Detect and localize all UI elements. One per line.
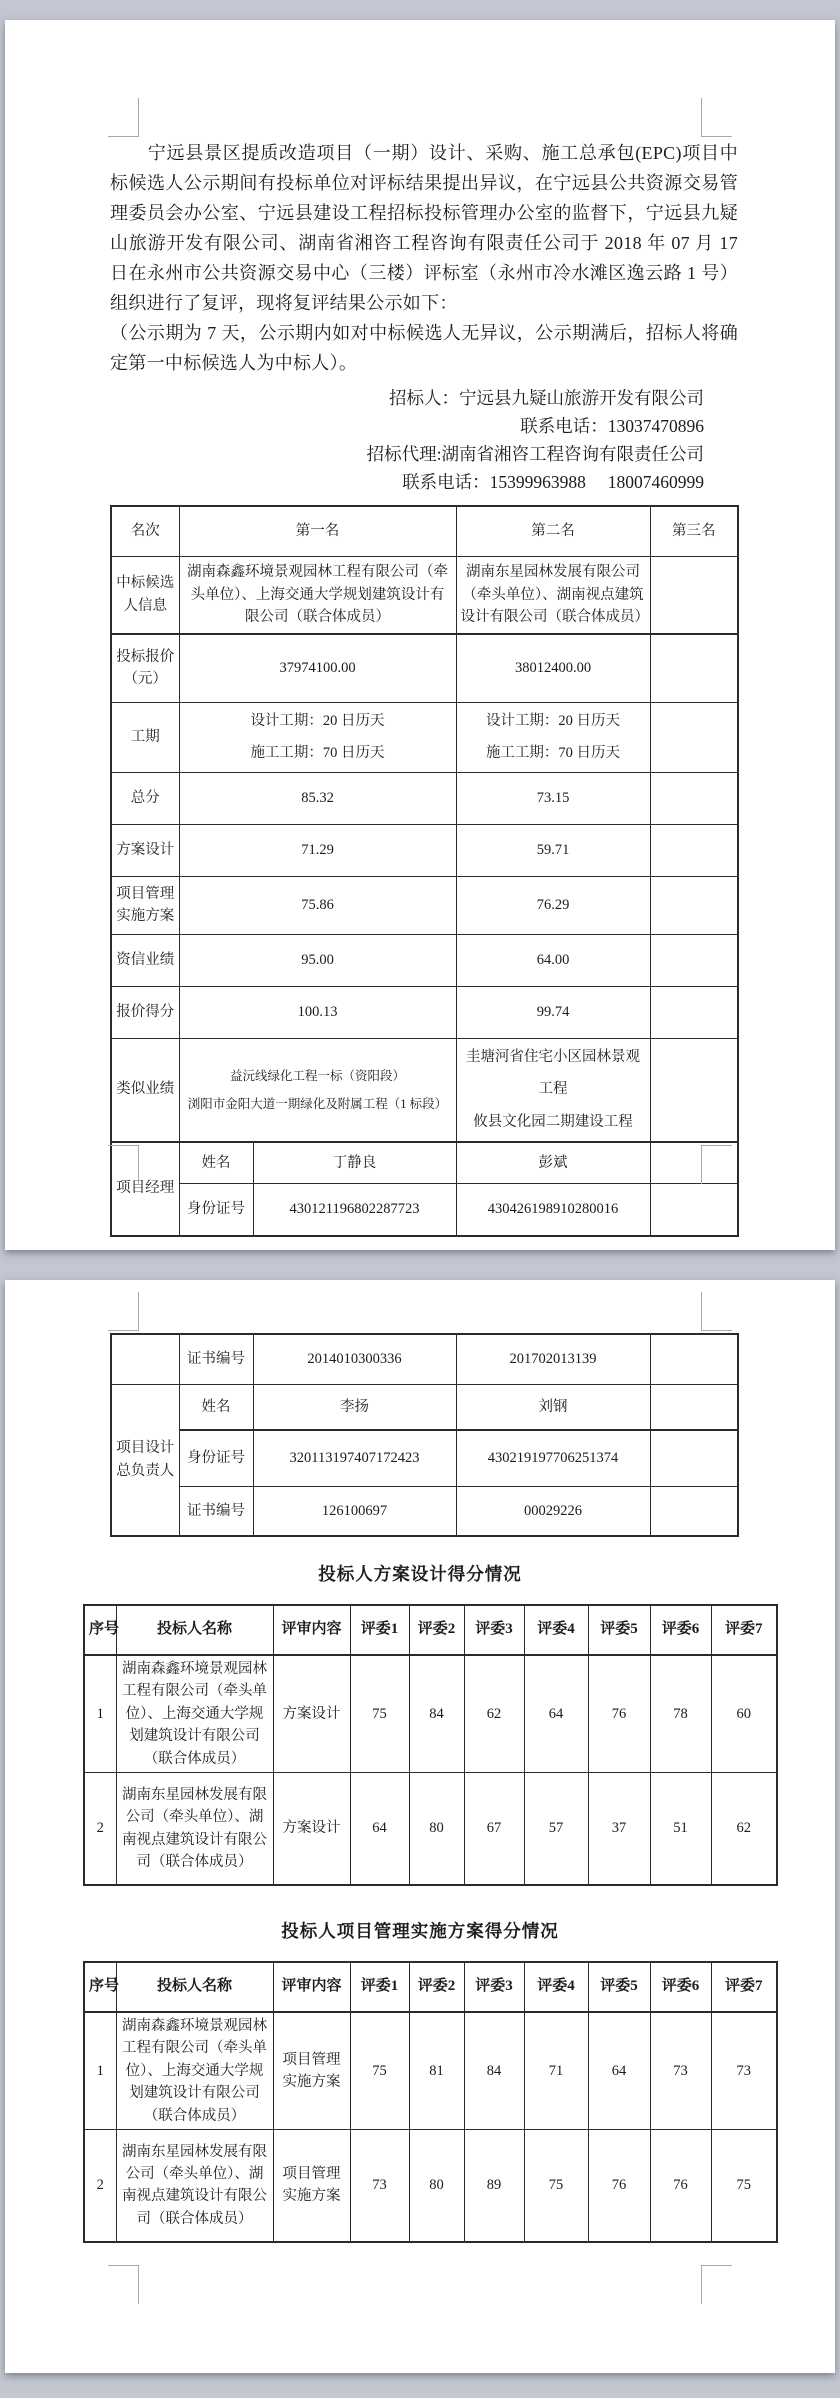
document-page-1 bbox=[5, 20, 835, 1250]
table-cell bbox=[111, 1334, 179, 1384]
contact-block bbox=[110, 384, 738, 496]
table-cell: 73 bbox=[711, 2012, 777, 2130]
table-cell: 丁静良 bbox=[253, 1142, 456, 1184]
table-cell: 评委5 bbox=[588, 1962, 650, 2012]
margin-mark-top-right bbox=[701, 98, 732, 137]
bid-result-table bbox=[110, 505, 738, 1237]
publicity-note-paragraph: （公示期为 7 天，公示期内如对中标候选人无异议，公示期满后，招标人将确定第一中标候选人为中标人）。 bbox=[110, 323, 738, 373]
table-cell: 1 bbox=[84, 1655, 116, 1773]
table-cell: 证书编号 bbox=[179, 1486, 253, 1536]
table-cell: 方案设计 bbox=[111, 824, 179, 876]
table-cell: 设计工期：20 日历天 施工工期：70 日历天 bbox=[456, 702, 650, 772]
table-cell: 评委3 bbox=[464, 1962, 524, 2012]
table-cell: 序号 bbox=[84, 1962, 116, 2012]
table-cell: 评委4 bbox=[524, 1605, 588, 1655]
table-cell: 100.13 bbox=[179, 986, 456, 1038]
table-cell: 89 bbox=[464, 2130, 524, 2242]
table-cell: 身份证号 bbox=[179, 1184, 253, 1236]
table-cell: 64 bbox=[524, 1655, 588, 1773]
table-cell: 99.74 bbox=[456, 986, 650, 1038]
table-cell: 湖南东星园林发展有限公司（牵头单位）、湖南视点建筑设计有限公司（联合体成员） bbox=[116, 2130, 273, 2242]
page1-content bbox=[5, 20, 835, 1237]
table-cell: 评审内容 bbox=[273, 1962, 350, 2012]
table-cell: 评委6 bbox=[650, 1962, 711, 2012]
table-cell: 方案设计 bbox=[273, 1655, 350, 1773]
table-row bbox=[84, 1773, 777, 1885]
table-row bbox=[111, 1486, 738, 1536]
table-cell: 名次 bbox=[111, 506, 179, 556]
table-cell: 2 bbox=[84, 2130, 116, 2242]
table-cell: 李扬 bbox=[253, 1384, 456, 1430]
table-cell: 95.00 bbox=[179, 934, 456, 986]
table-cell: 证书编号 bbox=[179, 1334, 253, 1384]
table-cell: 姓名 bbox=[179, 1142, 253, 1184]
table-cell bbox=[650, 556, 738, 634]
table-row bbox=[84, 2130, 777, 2242]
table-cell: 71 bbox=[524, 2012, 588, 2130]
table-cell: 项目管理实施方案 bbox=[273, 2012, 350, 2130]
table-cell: 201702013139 bbox=[456, 1334, 650, 1384]
table-cell: 项目管理实施方案 bbox=[111, 876, 179, 934]
table-cell: 81 bbox=[409, 2012, 464, 2130]
table-row bbox=[84, 1655, 777, 1773]
table-cell: 第一名 bbox=[179, 506, 456, 556]
agent-phone-line: 联系电话：15399963988 18007460999 bbox=[402, 472, 704, 492]
table-cell: 评委1 bbox=[350, 1605, 409, 1655]
management-score-title: 投标人项目管理实施方案得分情况 bbox=[281, 1920, 559, 1941]
table-cell: 彭斌 bbox=[456, 1142, 650, 1184]
table-row bbox=[111, 1384, 738, 1430]
table-cell: 姓名 bbox=[179, 1384, 253, 1430]
table-cell: 评委5 bbox=[588, 1605, 650, 1655]
table-cell: 第三名 bbox=[650, 506, 738, 556]
table-cell: 37 bbox=[588, 1773, 650, 1885]
table bbox=[83, 1604, 778, 1886]
table-cell: 320113197407172423 bbox=[253, 1430, 456, 1486]
table-cell bbox=[650, 1486, 738, 1536]
table-cell: 84 bbox=[409, 1655, 464, 1773]
table-cell: 中标候选人信息 bbox=[111, 556, 179, 634]
table-cell: 评委2 bbox=[409, 1962, 464, 2012]
table-row bbox=[111, 634, 738, 702]
table bbox=[110, 505, 739, 1237]
table-cell: 85.32 bbox=[179, 772, 456, 824]
margin-mark-bottom-right bbox=[701, 1145, 732, 1184]
table-row bbox=[111, 556, 738, 634]
table-row bbox=[111, 824, 738, 876]
table-row bbox=[111, 772, 738, 824]
table-cell: 湖南森鑫环境景观园林工程有限公司（牵头单位）、上海交通大学规划建筑设计有限公司（联合体成员） bbox=[116, 2012, 273, 2130]
table-cell: 51 bbox=[650, 1773, 711, 1885]
margin-mark-top-right bbox=[701, 1292, 732, 1331]
table-row bbox=[84, 1962, 777, 2012]
table-cell: 76.29 bbox=[456, 876, 650, 934]
table-cell: 73 bbox=[650, 2012, 711, 2130]
table-cell: 84 bbox=[464, 2012, 524, 2130]
table-cell: 62 bbox=[711, 1773, 777, 1885]
table-cell: 80 bbox=[409, 1773, 464, 1885]
margin-mark-top-left bbox=[108, 98, 139, 137]
table-cell: 评委3 bbox=[464, 1605, 524, 1655]
table-cell bbox=[650, 1430, 738, 1486]
table-cell: 2014010300336 bbox=[253, 1334, 456, 1384]
table-cell: 评委1 bbox=[350, 1962, 409, 2012]
margin-mark-bottom-left bbox=[108, 2265, 139, 2304]
table-cell: 75 bbox=[711, 2130, 777, 2242]
table-cell: 76 bbox=[588, 1655, 650, 1773]
table-cell: 湖南东星园林发展有限公司（牵头单位）、湖南视点建筑设计有限公司（联合体成员） bbox=[116, 1773, 273, 1885]
margin-mark-bottom-left bbox=[108, 1145, 139, 1184]
table-cell: 126100697 bbox=[253, 1486, 456, 1536]
table-cell bbox=[650, 1334, 738, 1384]
table-row bbox=[111, 506, 738, 556]
table-cell: 64.00 bbox=[456, 934, 650, 986]
table-cell: 项目经理 bbox=[111, 1142, 179, 1236]
table-cell: 57 bbox=[524, 1773, 588, 1885]
management-score-table bbox=[83, 1961, 835, 2243]
table-row bbox=[84, 2012, 777, 2130]
table-cell: 总分 bbox=[111, 772, 179, 824]
table-cell bbox=[650, 772, 738, 824]
table-row bbox=[111, 1038, 738, 1141]
table-cell: 设计工期：20 日历天 施工工期：70 日历天 bbox=[179, 702, 456, 772]
table-cell: 投标报价（元） bbox=[111, 634, 179, 702]
table-cell: 75 bbox=[350, 1655, 409, 1773]
table-cell: 评委2 bbox=[409, 1605, 464, 1655]
table-cell: 78 bbox=[650, 1655, 711, 1773]
announcement-paragraph: 宁远县景区提质改造项目（一期）设计、采购、施工总承包(EPC)项目中标候选人公示期间有投标单位对评标结果提出异议，在宁远县公共资源交易管理委员会办公室、宁远县建设工程招标投标管理办公室的监督下，宁远县九疑山旅游开发有限公司、湖南省湘咨工程咨询有限责任公司于 2018 年 07 月 17 日在永州市公共资源交易中心（三楼）评标室（永州市冷水滩区逸云路 1 号）组织进行了复评，现将复评结果公示如下： bbox=[110, 143, 738, 313]
table-cell: 1 bbox=[84, 2012, 116, 2130]
agent-line: 招标代理:湖南省湘咨工程咨询有限责任公司 bbox=[366, 444, 704, 464]
table-cell bbox=[650, 1184, 738, 1236]
table-cell: 湖南东星园林发展有限公司（牵头单位）、湖南视点建筑设计有限公司（联合体成员） bbox=[456, 556, 650, 634]
table-cell: 430121196802287723 bbox=[253, 1184, 456, 1236]
table-cell bbox=[650, 1038, 738, 1141]
table-cell: 75 bbox=[524, 2130, 588, 2242]
table-row bbox=[84, 1605, 777, 1655]
table-cell: 60 bbox=[711, 1655, 777, 1773]
table-cell: 00029226 bbox=[456, 1486, 650, 1536]
table-cell bbox=[650, 986, 738, 1038]
table bbox=[83, 1961, 778, 2243]
tenderer-line: 招标人：宁远县九疑山旅游开发有限公司 bbox=[389, 388, 704, 408]
table-cell: 评委4 bbox=[524, 1962, 588, 2012]
page2-content bbox=[5, 1280, 835, 2243]
table-cell bbox=[650, 1384, 738, 1430]
table bbox=[110, 1333, 739, 1537]
table-cell: 刘钢 bbox=[456, 1384, 650, 1430]
table-row bbox=[111, 1334, 738, 1384]
table-cell bbox=[650, 824, 738, 876]
table-cell: 类似业绩 bbox=[111, 1038, 179, 1141]
table-cell bbox=[650, 634, 738, 702]
table-cell bbox=[650, 702, 738, 772]
table-cell: 资信业绩 bbox=[111, 934, 179, 986]
margin-mark-bottom-right bbox=[701, 2265, 732, 2304]
bid-result-table-continued bbox=[110, 1333, 835, 1537]
table-cell: 75.86 bbox=[179, 876, 456, 934]
table-row bbox=[111, 1184, 738, 1236]
design-score-title: 投标人方案设计得分情况 bbox=[318, 1564, 522, 1584]
table-cell: 67 bbox=[464, 1773, 524, 1885]
table-cell: 圭塘河省住宅小区园林景观工程 攸县文化园二期建设工程 bbox=[456, 1038, 650, 1141]
table-cell: 73 bbox=[350, 2130, 409, 2242]
table-row bbox=[111, 1142, 738, 1184]
table-cell: 项目管理实施方案 bbox=[273, 2130, 350, 2242]
table-cell: 工期 bbox=[111, 702, 179, 772]
document-page-2 bbox=[5, 1280, 835, 2373]
table-cell: 71.29 bbox=[179, 824, 456, 876]
table-cell: 2 bbox=[84, 1773, 116, 1885]
table-row bbox=[111, 986, 738, 1038]
table-cell: 38012400.00 bbox=[456, 634, 650, 702]
table-cell: 益沅线绿化工程一标（资阳段） 浏阳市金阳大道一期绿化及附属工程（1 标段） bbox=[179, 1038, 456, 1141]
table-cell: 76 bbox=[650, 2130, 711, 2242]
table-cell: 投标人名称 bbox=[116, 1962, 273, 2012]
table-cell: 评审内容 bbox=[273, 1605, 350, 1655]
table-cell: 80 bbox=[409, 2130, 464, 2242]
table-cell: 湖南森鑫环境景观园林工程有限公司（牵头单位）、上海交通大学规划建筑设计有限公司（联合体成员） bbox=[116, 1655, 273, 1773]
table-cell: 评委7 bbox=[711, 1962, 777, 2012]
table-cell: 项目设计总负责人 bbox=[111, 1384, 179, 1536]
table-cell bbox=[650, 934, 738, 986]
table-row bbox=[111, 934, 738, 986]
table-cell: 序号 bbox=[84, 1605, 116, 1655]
table-cell bbox=[650, 876, 738, 934]
table-row bbox=[111, 702, 738, 772]
table-cell: 身份证号 bbox=[179, 1430, 253, 1486]
table-cell: 76 bbox=[588, 2130, 650, 2242]
table-cell: 第二名 bbox=[456, 506, 650, 556]
table-cell: 37974100.00 bbox=[179, 634, 456, 702]
table-cell: 64 bbox=[350, 1773, 409, 1885]
table-cell: 评委7 bbox=[711, 1605, 777, 1655]
table-cell: 报价得分 bbox=[111, 986, 179, 1038]
table-cell: 方案设计 bbox=[273, 1773, 350, 1885]
table-cell: 75 bbox=[350, 2012, 409, 2130]
table-cell: 430219197706251374 bbox=[456, 1430, 650, 1486]
table-cell: 评委6 bbox=[650, 1605, 711, 1655]
table-cell: 64 bbox=[588, 2012, 650, 2130]
table-cell: 59.71 bbox=[456, 824, 650, 876]
table-cell: 430426198910280016 bbox=[456, 1184, 650, 1236]
margin-mark-top-left bbox=[108, 1292, 139, 1331]
table-cell: 73.15 bbox=[456, 772, 650, 824]
table-row bbox=[111, 876, 738, 934]
design-score-table bbox=[83, 1604, 835, 1886]
table-cell: 62 bbox=[464, 1655, 524, 1773]
table-cell: 湖南森鑫环境景观园林工程有限公司（牵头单位）、上海交通大学规划建筑设计有限公司（联合体成员） bbox=[179, 556, 456, 634]
table-row bbox=[111, 1430, 738, 1486]
tenderer-phone-line: 联系电话：13037470896 bbox=[520, 416, 704, 436]
table-cell: 投标人名称 bbox=[116, 1605, 273, 1655]
